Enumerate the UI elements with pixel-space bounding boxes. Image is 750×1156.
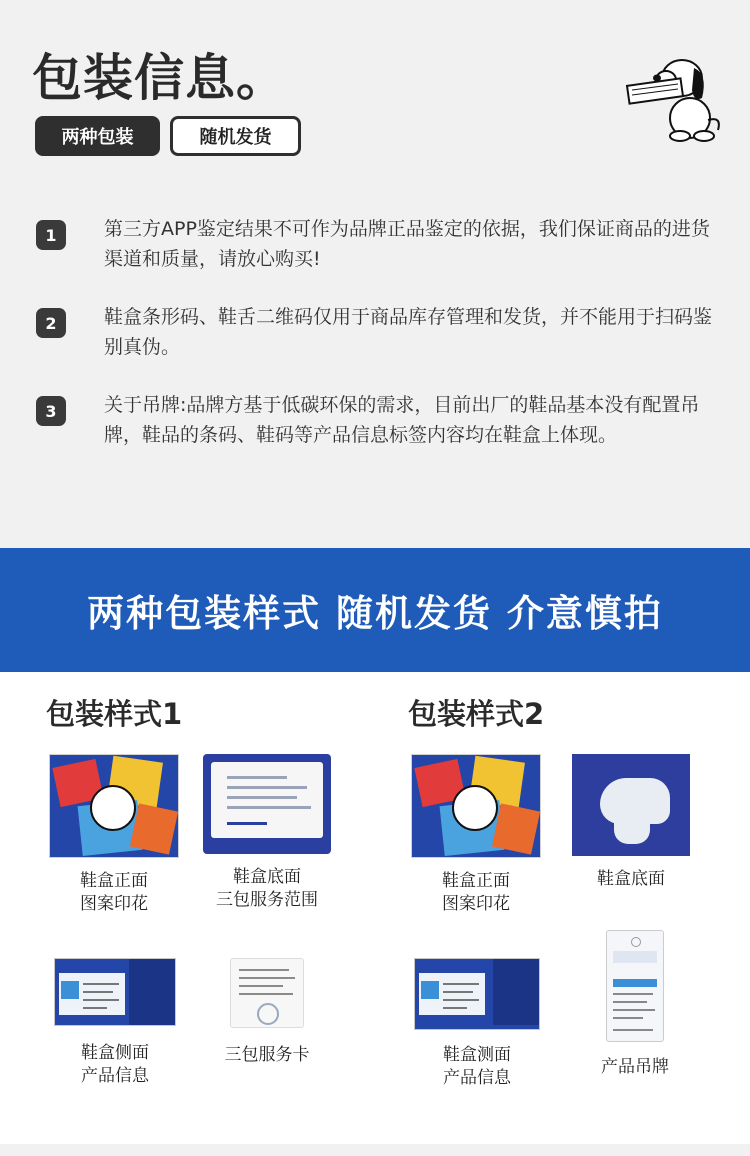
style-1-item-2 <box>192 754 342 912</box>
style-2-item-4 <box>560 930 710 1079</box>
note-item-1 <box>36 214 726 274</box>
item-caption: 鞋盒正面 图案印花 <box>80 871 148 914</box>
footer-strip <box>0 1144 750 1156</box>
note-number-badge: 2 <box>36 308 66 338</box>
shoebox-bottom-silhouette-image <box>572 754 690 856</box>
packaging-banner <box>0 548 750 672</box>
shoebox-bottom-warranty-image <box>203 754 331 854</box>
tag-random-shipping: 随机发货 <box>170 116 301 156</box>
note-number-badge: 1 <box>36 220 66 250</box>
note-item-3 <box>36 390 726 450</box>
item-caption: 鞋盒侧面 产品信息 <box>81 1043 149 1086</box>
banner-text: 两种包装样式 随机发货 介意慎拍 <box>87 592 663 635</box>
item-caption: 鞋盒正面 图案印花 <box>442 871 510 914</box>
tag-two-packages: 两种包装 <box>35 116 160 156</box>
item-caption: 产品吊牌 <box>601 1057 669 1077</box>
item-caption: 鞋盒底面 <box>597 869 665 889</box>
style-2-item-3 <box>402 958 552 1090</box>
style-1-item-3 <box>40 958 190 1088</box>
note-text: 鞋盒条形码、鞋舌二维码仅用于商品库存管理和发货，并不能用于扫码鉴别真伪。 <box>104 306 713 358</box>
snoopy-reading-illustration <box>620 40 730 150</box>
shoebox-side-label-image <box>54 958 176 1026</box>
warranty-card-image <box>230 958 304 1028</box>
note-text: 第三方APP鉴定结果不可作为品牌正品鉴定的依据，我们保证商品的进货渠道和质量，请放心购买! <box>104 218 710 270</box>
note-text: 关于吊牌:品牌方基于低碳环保的需求，目前出厂的鞋品基本没有配置吊牌，鞋品的条码、鞋码等产品信息标签内容均在鞋盒上体现。 <box>104 394 700 446</box>
style-1-item-4 <box>192 958 342 1067</box>
style-2-item-1 <box>402 754 550 916</box>
style-2-item-2 <box>556 754 706 891</box>
style-1-title: 包装样式1 <box>46 697 183 731</box>
hang-tag-image <box>606 930 664 1042</box>
page-title: 包装信息。 <box>32 49 287 107</box>
shoebox-side-label-image <box>414 958 540 1030</box>
style-1-item-1 <box>40 754 188 916</box>
note-number-badge: 3 <box>36 396 66 426</box>
shoebox-front-image <box>49 754 179 858</box>
style-2-title: 包装样式2 <box>408 697 545 731</box>
item-caption: 鞋盒测面 产品信息 <box>443 1045 511 1088</box>
note-item-2 <box>36 302 726 362</box>
item-caption: 鞋盒底面 三包服务范围 <box>216 867 318 910</box>
item-caption: 三包服务卡 <box>224 1045 310 1065</box>
shoebox-front-image <box>411 754 541 858</box>
